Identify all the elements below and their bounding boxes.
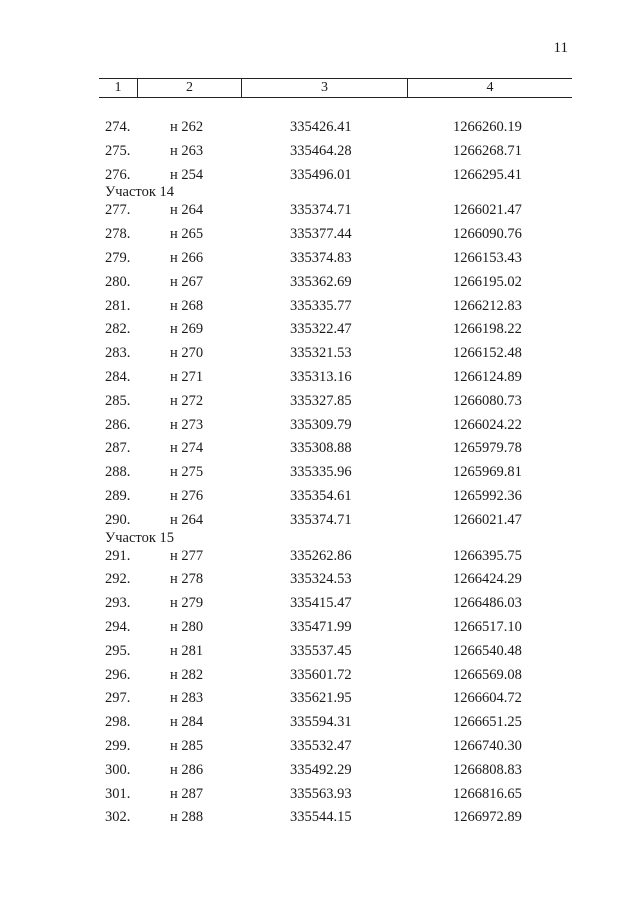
coord-y: 1266090.76 (453, 226, 522, 243)
coord-y: 1266651.25 (453, 714, 522, 731)
page-number: 11 (553, 40, 568, 56)
row-number: 300. (105, 761, 131, 778)
coord-x: 335374.71 (290, 202, 352, 219)
coord-x: 335621.95 (290, 690, 352, 707)
point-id: н 277 (170, 547, 204, 564)
coord-x: 335308.88 (290, 440, 352, 457)
coord-x: 335321.53 (290, 345, 352, 362)
table-row (0, 571, 639, 595)
row-number: 284. (105, 368, 131, 385)
coord-y: 1265992.36 (453, 487, 522, 504)
row-number: 282. (105, 321, 131, 338)
coord-x: 335335.96 (290, 464, 352, 481)
row-number: 280. (105, 273, 131, 290)
table-row (0, 643, 639, 667)
table-row (0, 321, 639, 345)
coord-x: 335426.41 (290, 119, 352, 135)
row-number: 297. (105, 690, 131, 707)
coord-y: 1266395.75 (453, 547, 522, 564)
table-row (0, 369, 639, 393)
coord-x: 335354.61 (290, 487, 352, 504)
row-number: 294. (105, 618, 131, 635)
row-number: 279. (105, 249, 131, 266)
coord-x: 335362.69 (290, 273, 352, 290)
row-number: 291. (105, 547, 131, 564)
coord-x: 335313.16 (290, 368, 352, 385)
coord-y: 1266740.30 (453, 737, 522, 754)
section-heading (0, 530, 639, 548)
row-number: 274. (105, 119, 131, 135)
coord-y: 1266268.71 (453, 142, 522, 159)
point-id: н 280 (170, 618, 204, 635)
point-id: н 264 (170, 202, 204, 219)
section-label: Участок 14 (105, 184, 174, 201)
coord-y: 1266569.08 (453, 666, 522, 683)
coord-x: 335335.77 (290, 297, 352, 314)
header-col-4: 4 (407, 79, 572, 97)
header-col-1: 1 (114, 80, 122, 95)
table-header (99, 78, 572, 98)
coord-x: 335415.47 (290, 595, 352, 612)
row-number: 277. (105, 202, 131, 219)
table-row (0, 440, 639, 464)
coord-y: 1266024.22 (453, 416, 522, 433)
coord-y: 1266195.02 (453, 273, 522, 290)
coord-y: 1266604.72 (453, 690, 522, 707)
point-id: н 282 (170, 666, 204, 683)
point-id: н 276 (170, 487, 204, 504)
point-id: н 266 (170, 249, 204, 266)
section-heading (0, 184, 639, 202)
row-number: 289. (105, 487, 131, 504)
header-col-3: 3 (241, 79, 407, 97)
coord-y: 1266424.29 (453, 571, 522, 588)
row-number: 287. (105, 440, 131, 457)
point-id: н 283 (170, 690, 204, 707)
coord-y: 1266080.73 (453, 392, 522, 409)
point-id: н 272 (170, 392, 204, 409)
point-id: н 271 (170, 368, 204, 385)
coord-y: 1266152.48 (453, 345, 522, 362)
table-row (0, 250, 639, 274)
coord-x: 335374.83 (290, 249, 352, 266)
table-row (0, 667, 639, 691)
coord-y: 1266260.19 (453, 119, 522, 135)
table-row (0, 809, 639, 833)
point-id: н 286 (170, 761, 204, 778)
coord-y: 1265979.78 (453, 440, 522, 457)
row-number: 275. (105, 142, 131, 159)
row-number: 283. (105, 345, 131, 362)
coord-x: 335262.86 (290, 547, 352, 564)
point-id: н 275 (170, 464, 204, 481)
table-row (0, 202, 639, 226)
row-number: 286. (105, 416, 131, 433)
point-id: н 265 (170, 226, 204, 243)
row-number: 299. (105, 737, 131, 754)
table-row (0, 226, 639, 250)
coord-y: 1266124.89 (453, 368, 522, 385)
coord-x: 335544.15 (290, 809, 352, 826)
table-row (0, 738, 639, 762)
row-number: 281. (105, 297, 131, 314)
point-id: н 267 (170, 273, 204, 290)
coordinate-table-body (0, 119, 639, 833)
row-number: 296. (105, 666, 131, 683)
coord-y: 1266972.89 (453, 809, 522, 826)
coord-y: 1266198.22 (453, 321, 522, 338)
point-id: н 264 (170, 511, 204, 528)
table-row (0, 488, 639, 512)
point-id: н 254 (170, 166, 204, 183)
coord-y: 1266517.10 (453, 618, 522, 635)
coord-y: 1266808.83 (453, 761, 522, 778)
table-row (0, 690, 639, 714)
table-row (0, 417, 639, 441)
table-row (0, 714, 639, 738)
point-id: н 284 (170, 714, 204, 731)
header-col-2: 2 (137, 79, 241, 97)
point-id: н 263 (170, 142, 204, 159)
table-row (0, 595, 639, 619)
table-row (0, 143, 639, 167)
table-row (0, 393, 639, 417)
point-id: н 262 (170, 119, 204, 135)
table-row (0, 298, 639, 322)
coord-y: 1266153.43 (453, 249, 522, 266)
table-row (0, 274, 639, 298)
coord-x: 335374.71 (290, 511, 352, 528)
coord-y: 1266816.65 (453, 785, 522, 802)
point-id: н 279 (170, 595, 204, 612)
coord-x: 335537.45 (290, 642, 352, 659)
point-id: н 278 (170, 571, 204, 588)
table-row (0, 464, 639, 488)
table-row (0, 762, 639, 786)
point-id: н 281 (170, 642, 204, 659)
row-number: 298. (105, 714, 131, 731)
row-number: 292. (105, 571, 131, 588)
coord-x: 335327.85 (290, 392, 352, 409)
coord-x: 335496.01 (290, 166, 352, 183)
coord-y: 1266540.48 (453, 642, 522, 659)
point-id: н 288 (170, 809, 204, 826)
table-row (0, 119, 639, 143)
point-id: н 268 (170, 297, 204, 314)
coord-y: 1266295.41 (453, 166, 522, 183)
row-number: 285. (105, 392, 131, 409)
coord-x: 335492.29 (290, 761, 352, 778)
point-id: н 273 (170, 416, 204, 433)
table-row (0, 619, 639, 643)
row-number: 301. (105, 785, 131, 802)
coord-x: 335377.44 (290, 226, 352, 243)
coord-x: 335563.93 (290, 785, 352, 802)
point-id: н 270 (170, 345, 204, 362)
coord-x: 335532.47 (290, 737, 352, 754)
point-id: н 269 (170, 321, 204, 338)
coord-y: 1266486.03 (453, 595, 522, 612)
coord-y: 1266212.83 (453, 297, 522, 314)
row-number: 278. (105, 226, 131, 243)
row-number: 302. (105, 809, 131, 826)
coord-y: 1266021.47 (453, 511, 522, 528)
row-number: 290. (105, 511, 131, 528)
coord-x: 335309.79 (290, 416, 352, 433)
coord-x: 335464.28 (290, 142, 352, 159)
point-id: н 274 (170, 440, 204, 457)
table-row (0, 345, 639, 369)
row-number: 288. (105, 464, 131, 481)
row-number: 293. (105, 595, 131, 612)
row-number: 276. (105, 166, 131, 183)
coord-y: 1265969.81 (453, 464, 522, 481)
point-id: н 285 (170, 737, 204, 754)
coord-x: 335324.53 (290, 571, 352, 588)
coord-x: 335601.72 (290, 666, 352, 683)
coord-x: 335471.99 (290, 618, 352, 635)
table-row (0, 548, 639, 572)
point-id: н 287 (170, 785, 204, 802)
section-label: Участок 15 (105, 529, 174, 546)
coord-x: 335594.31 (290, 714, 352, 731)
coord-y: 1266021.47 (453, 202, 522, 219)
row-number: 295. (105, 642, 131, 659)
table-row (0, 786, 639, 810)
coord-x: 335322.47 (290, 321, 352, 338)
